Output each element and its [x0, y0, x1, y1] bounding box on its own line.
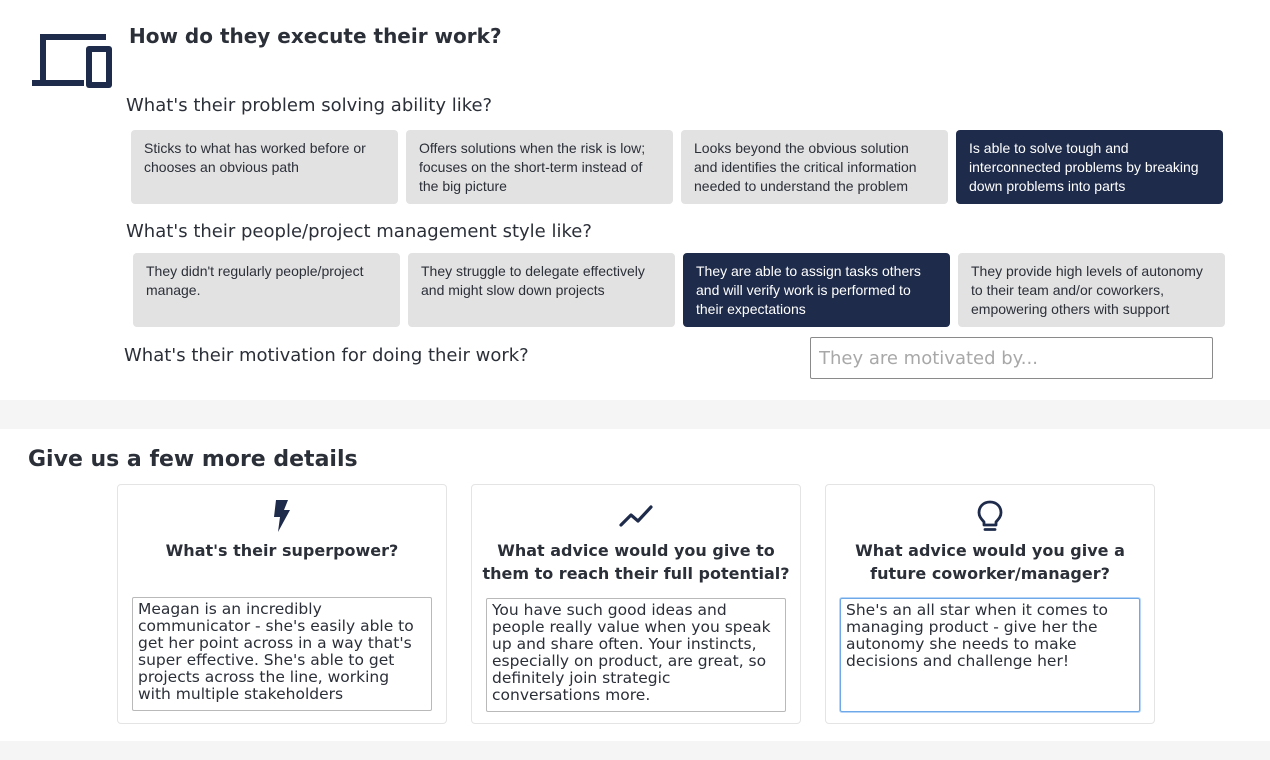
problem-solving-option-1[interactable]: Sticks to what has worked before or chooses an obvious path — [131, 130, 398, 204]
problem-solving-option-2[interactable]: Offers solutions when the risk is low; focuses on the short-term instead of the big picture — [406, 130, 673, 204]
bottom-divider — [0, 741, 1270, 760]
potential-advice-answer[interactable] — [486, 598, 786, 712]
management-question: What's their people/project management style like? — [126, 221, 592, 242]
details-title: Give us a few more details — [28, 447, 358, 472]
motivation-input[interactable] — [810, 337, 1213, 379]
lightbulb-icon — [973, 499, 1007, 533]
management-option-4[interactable]: They provide high levels of autonomy to their team and/or coworkers, empowering others with support — [958, 253, 1225, 327]
motivation-question: What's their motivation for doing their work? — [124, 345, 529, 366]
trend-line-icon — [619, 499, 653, 533]
potential-advice-question: What advice would you give to them to reach their full potential? — [482, 541, 790, 583]
management-option-1[interactable]: They didn't regularly people/project manage. — [133, 253, 400, 327]
potential-advice-card — [471, 484, 801, 724]
superpower-question: What's their superpower? — [165, 541, 399, 560]
management-option-3[interactable]: They are able to assign tasks others and will verify work is performed to their expectations — [683, 253, 950, 327]
superpower-card — [117, 484, 447, 724]
problem-solving-question: What's their problem solving ability like? — [126, 95, 493, 116]
future-manager-question: What advice would you give a future coworker/manager? — [855, 541, 1125, 583]
problem-solving-option-4[interactable]: Is able to solve tough and interconnected problems by breaking down problems into parts — [956, 130, 1223, 204]
management-options — [133, 253, 1225, 327]
problem-solving-options — [131, 130, 1223, 204]
section-divider — [0, 400, 1270, 429]
devices-icon — [30, 30, 114, 90]
problem-solving-option-3[interactable]: Looks beyond the obvious solution and identifies the critical information needed to understand the problem — [681, 130, 948, 204]
section-title: How do they execute their work? — [129, 24, 502, 48]
future-manager-card — [825, 484, 1155, 724]
future-manager-answer[interactable] — [840, 598, 1140, 712]
superpower-answer[interactable] — [132, 597, 432, 711]
management-option-2[interactable]: They struggle to delegate effectively and might slow down projects — [408, 253, 675, 327]
lightning-bolt-icon — [265, 499, 299, 533]
